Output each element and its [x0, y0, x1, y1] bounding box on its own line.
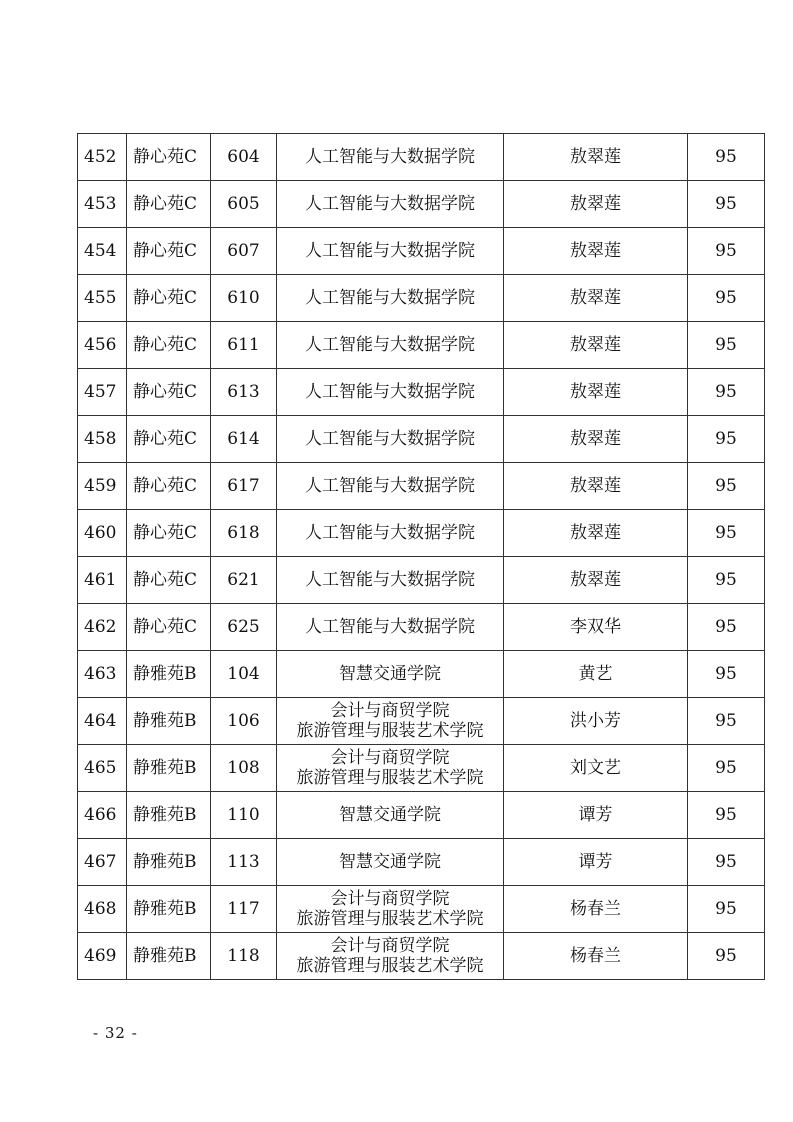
college-name: 旅游管理与服装艺术学院 — [296, 768, 484, 788]
responsible-person-cell: 李双华 — [504, 604, 688, 651]
table-row — [78, 275, 765, 322]
college-name: 人工智能与大数据学院 — [305, 147, 475, 167]
building-cell: 静心苑C — [127, 557, 211, 604]
college-cell — [277, 839, 504, 886]
row-number-cell: 458 — [78, 416, 127, 463]
college-cell — [277, 369, 504, 416]
room-number-cell: 605 — [211, 181, 277, 228]
table-row — [78, 416, 765, 463]
score-cell: 95 — [688, 933, 765, 980]
building-cell: 静雅苑B — [127, 745, 211, 792]
room-number-cell: 614 — [211, 416, 277, 463]
building-cell: 静雅苑B — [127, 792, 211, 839]
score-cell: 95 — [688, 322, 765, 369]
college-name: 人工智能与大数据学院 — [305, 617, 475, 637]
college-cell — [277, 134, 504, 181]
building-cell: 静心苑C — [127, 134, 211, 181]
dormitory-score-table-container — [77, 133, 764, 980]
row-number-cell: 466 — [78, 792, 127, 839]
table-row — [78, 134, 765, 181]
responsible-person-cell: 敖翠莲 — [504, 322, 688, 369]
table-row — [78, 557, 765, 604]
college-name: 会计与商贸学院 — [330, 889, 450, 909]
row-number-cell: 462 — [78, 604, 127, 651]
table-row — [78, 181, 765, 228]
row-number-cell: 467 — [78, 839, 127, 886]
college-name: 人工智能与大数据学院 — [305, 429, 475, 449]
score-cell: 95 — [688, 651, 765, 698]
college-name: 人工智能与大数据学院 — [305, 476, 475, 496]
score-cell: 95 — [688, 181, 765, 228]
college-name: 智慧交通学院 — [339, 805, 441, 825]
table-row — [78, 510, 765, 557]
room-number-cell: 110 — [211, 792, 277, 839]
responsible-person-cell: 洪小芳 — [504, 698, 688, 745]
room-number-cell: 611 — [211, 322, 277, 369]
row-number-cell: 452 — [78, 134, 127, 181]
dormitory-score-table — [77, 133, 765, 980]
college-cell — [277, 228, 504, 275]
room-number-cell: 607 — [211, 228, 277, 275]
responsible-person-cell: 谭芳 — [504, 839, 688, 886]
responsible-person-cell: 黄艺 — [504, 651, 688, 698]
responsible-person-cell: 敖翠莲 — [504, 416, 688, 463]
table-row — [78, 651, 765, 698]
room-number-cell: 104 — [211, 651, 277, 698]
row-number-cell: 468 — [78, 886, 127, 933]
row-number-cell: 454 — [78, 228, 127, 275]
score-cell: 95 — [688, 510, 765, 557]
college-name: 旅游管理与服装艺术学院 — [296, 909, 484, 929]
building-cell: 静心苑C — [127, 275, 211, 322]
room-number-cell: 617 — [211, 463, 277, 510]
responsible-person-cell: 敖翠莲 — [504, 510, 688, 557]
building-cell: 静心苑C — [127, 604, 211, 651]
row-number-cell: 465 — [78, 745, 127, 792]
college-cell — [277, 557, 504, 604]
college-name: 人工智能与大数据学院 — [305, 382, 475, 402]
row-number-cell: 461 — [78, 557, 127, 604]
college-name: 人工智能与大数据学院 — [305, 335, 475, 355]
table-row — [78, 839, 765, 886]
page-number: - 32 - — [93, 1024, 138, 1042]
table-row — [78, 698, 765, 745]
building-cell: 静雅苑B — [127, 839, 211, 886]
row-number-cell: 463 — [78, 651, 127, 698]
college-name: 智慧交通学院 — [339, 664, 441, 684]
college-cell — [277, 698, 504, 745]
table-row — [78, 463, 765, 510]
room-number-cell: 625 — [211, 604, 277, 651]
table-row — [78, 604, 765, 651]
building-cell: 静心苑C — [127, 510, 211, 557]
score-cell: 95 — [688, 275, 765, 322]
college-cell — [277, 792, 504, 839]
responsible-person-cell: 敖翠莲 — [504, 134, 688, 181]
college-cell — [277, 745, 504, 792]
college-name: 旅游管理与服装艺术学院 — [296, 721, 484, 741]
college-cell — [277, 463, 504, 510]
score-cell: 95 — [688, 369, 765, 416]
score-cell: 95 — [688, 416, 765, 463]
college-cell — [277, 181, 504, 228]
score-cell: 95 — [688, 698, 765, 745]
college-cell — [277, 933, 504, 980]
room-number-cell: 613 — [211, 369, 277, 416]
responsible-person-cell: 敖翠莲 — [504, 463, 688, 510]
building-cell: 静心苑C — [127, 463, 211, 510]
row-number-cell: 456 — [78, 322, 127, 369]
row-number-cell: 469 — [78, 933, 127, 980]
responsible-person-cell: 杨春兰 — [504, 886, 688, 933]
responsible-person-cell: 杨春兰 — [504, 933, 688, 980]
college-cell — [277, 651, 504, 698]
building-cell: 静雅苑B — [127, 886, 211, 933]
room-number-cell: 106 — [211, 698, 277, 745]
building-cell: 静雅苑B — [127, 651, 211, 698]
room-number-cell: 604 — [211, 134, 277, 181]
college-name: 会计与商贸学院 — [330, 748, 450, 768]
building-cell: 静心苑C — [127, 369, 211, 416]
table-row — [78, 745, 765, 792]
score-cell: 95 — [688, 134, 765, 181]
building-cell: 静雅苑B — [127, 698, 211, 745]
room-number-cell: 117 — [211, 886, 277, 933]
college-cell — [277, 416, 504, 463]
college-name: 人工智能与大数据学院 — [305, 241, 475, 261]
table-body — [78, 134, 765, 980]
responsible-person-cell: 敖翠莲 — [504, 557, 688, 604]
score-cell: 95 — [688, 557, 765, 604]
college-name: 会计与商贸学院 — [330, 701, 450, 721]
college-cell — [277, 510, 504, 557]
college-name: 人工智能与大数据学院 — [305, 194, 475, 214]
college-name: 人工智能与大数据学院 — [305, 288, 475, 308]
row-number-cell: 457 — [78, 369, 127, 416]
room-number-cell: 113 — [211, 839, 277, 886]
college-name: 旅游管理与服装艺术学院 — [296, 956, 484, 976]
table-row — [78, 322, 765, 369]
row-number-cell: 464 — [78, 698, 127, 745]
score-cell: 95 — [688, 228, 765, 275]
college-name: 人工智能与大数据学院 — [305, 523, 475, 543]
score-cell: 95 — [688, 745, 765, 792]
table-row — [78, 933, 765, 980]
college-name: 人工智能与大数据学院 — [305, 570, 475, 590]
room-number-cell: 610 — [211, 275, 277, 322]
row-number-cell: 453 — [78, 181, 127, 228]
room-number-cell: 618 — [211, 510, 277, 557]
college-name: 会计与商贸学院 — [330, 936, 450, 956]
building-cell: 静心苑C — [127, 322, 211, 369]
table-row — [78, 792, 765, 839]
score-cell: 95 — [688, 463, 765, 510]
building-cell: 静心苑C — [127, 228, 211, 275]
score-cell: 95 — [688, 886, 765, 933]
table-row — [78, 886, 765, 933]
table-row — [78, 228, 765, 275]
building-cell: 静雅苑B — [127, 933, 211, 980]
college-name: 智慧交通学院 — [339, 852, 441, 872]
building-cell: 静心苑C — [127, 416, 211, 463]
row-number-cell: 459 — [78, 463, 127, 510]
room-number-cell: 118 — [211, 933, 277, 980]
college-cell — [277, 604, 504, 651]
score-cell: 95 — [688, 604, 765, 651]
responsible-person-cell: 敖翠莲 — [504, 228, 688, 275]
room-number-cell: 108 — [211, 745, 277, 792]
score-cell: 95 — [688, 839, 765, 886]
responsible-person-cell: 敖翠莲 — [504, 275, 688, 322]
row-number-cell: 460 — [78, 510, 127, 557]
responsible-person-cell: 敖翠莲 — [504, 369, 688, 416]
table-row — [78, 369, 765, 416]
responsible-person-cell: 谭芳 — [504, 792, 688, 839]
score-cell: 95 — [688, 792, 765, 839]
building-cell: 静心苑C — [127, 181, 211, 228]
college-cell — [277, 275, 504, 322]
row-number-cell: 455 — [78, 275, 127, 322]
college-cell — [277, 322, 504, 369]
college-cell — [277, 886, 504, 933]
responsible-person-cell: 敖翠莲 — [504, 181, 688, 228]
room-number-cell: 621 — [211, 557, 277, 604]
responsible-person-cell: 刘文艺 — [504, 745, 688, 792]
